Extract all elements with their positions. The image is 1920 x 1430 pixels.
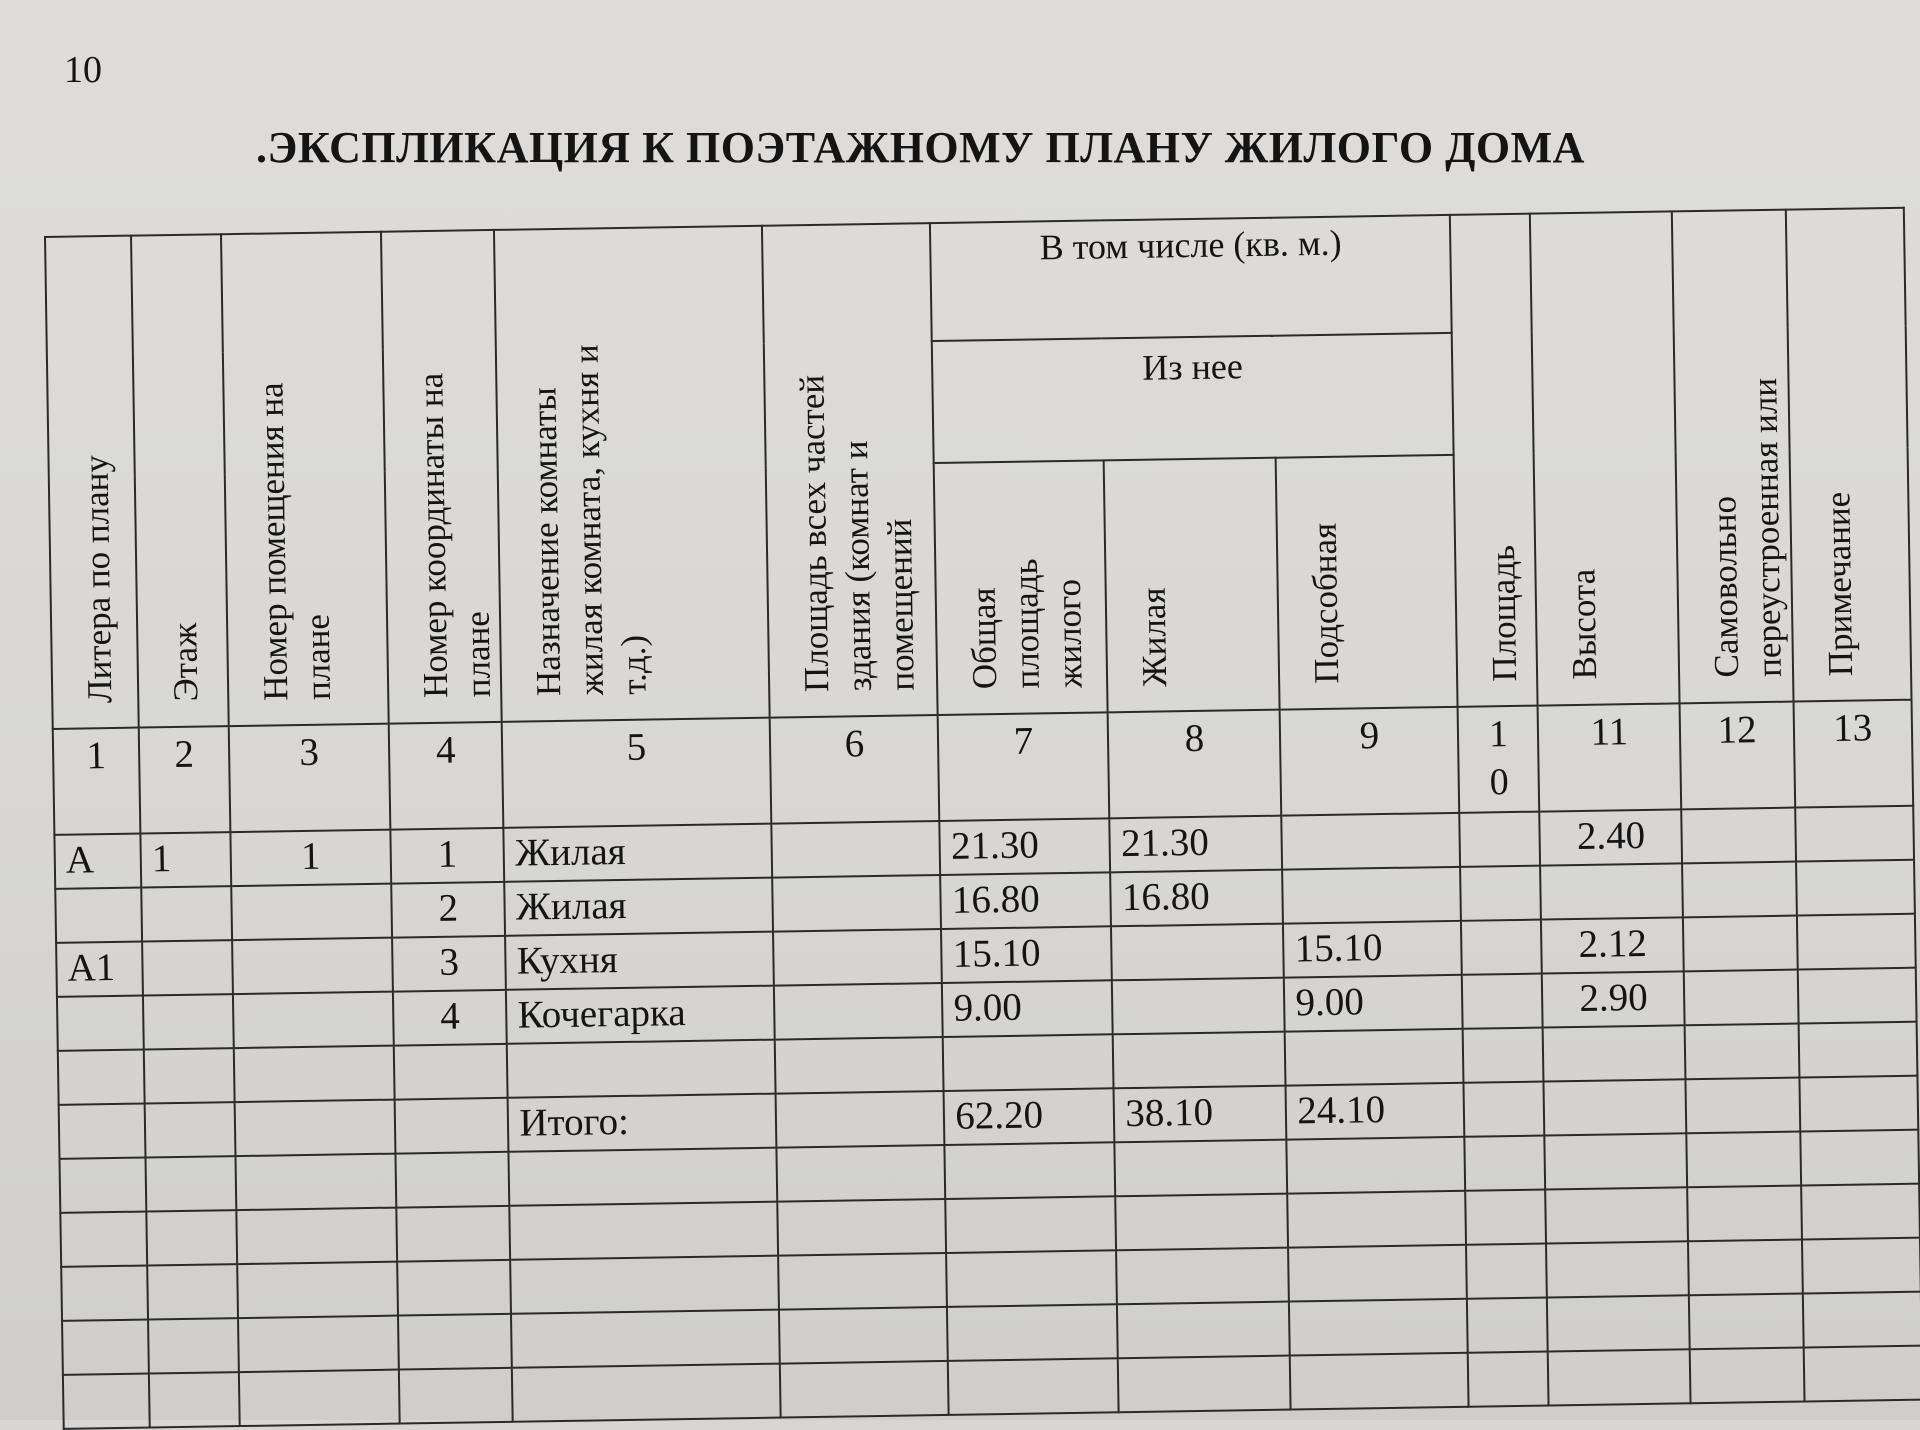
header-row-1 xyxy=(45,208,1905,355)
header-pomeshenie: Номер помещения на плане xyxy=(221,232,389,726)
cell-koordinata: 2 xyxy=(391,882,505,938)
cell-naznachenie: Жилая xyxy=(505,878,774,936)
header-samovolno: Самовольно переустроенная или xyxy=(1672,210,1793,704)
cell-vysota: 2.12 xyxy=(1541,917,1684,973)
total-zhilaya: 38.10 xyxy=(1114,1086,1287,1143)
page-number: 10 xyxy=(64,49,102,91)
header-naznachenie: Назначение комнаты жилая комната, кухня и т.д.) xyxy=(494,226,770,722)
cell-litera: А xyxy=(54,834,141,889)
column-number: 12 xyxy=(1680,702,1795,810)
column-number: 1 xyxy=(53,728,141,835)
cell-ploshad xyxy=(1461,920,1542,975)
header-ploshad-vseh: Площадь всех частей здания (комнат и помещений xyxy=(762,223,938,718)
header-zhilaya: Жилая xyxy=(1104,458,1280,713)
cell-primechanie xyxy=(1796,860,1915,916)
cell-primechanie xyxy=(1795,806,1914,862)
cell-podsobnaya: 15.10 xyxy=(1283,921,1462,978)
cell-ploshad-vseh xyxy=(772,821,941,878)
cell-pomeshenie xyxy=(232,938,393,995)
column-number: 5 xyxy=(502,718,772,828)
cell-podsobnaya xyxy=(1282,813,1461,870)
cell-litera xyxy=(57,996,144,1051)
header-group-v-tom-chisle: В том числе (кв. м.) xyxy=(930,215,1452,341)
cell-etazh xyxy=(143,994,234,1049)
header-obshaya: Общая площадь жилого xyxy=(934,460,1108,715)
cell-zhilaya: 16.80 xyxy=(1111,870,1284,927)
column-number: 8 xyxy=(1108,710,1282,819)
cell-podsobnaya: 9.00 xyxy=(1284,975,1463,1032)
header-litera: Литера по плану xyxy=(45,236,139,729)
header-subgroup-iz-nee: Из нее xyxy=(932,333,1454,463)
total-obshaya: 62.20 xyxy=(944,1088,1115,1145)
cell-pomeshenie xyxy=(231,884,392,941)
explication-table xyxy=(44,207,1920,1430)
header-podsobnaya: Подсобная xyxy=(1276,455,1458,710)
column-number: 9 xyxy=(1280,707,1460,816)
cell-ploshad-vseh xyxy=(773,929,942,986)
cell-obshaya: 15.10 xyxy=(941,926,1112,983)
cell-primechanie xyxy=(1797,914,1916,970)
cell-podsobnaya xyxy=(1282,867,1461,924)
cell-koordinata: 1 xyxy=(390,828,504,884)
header-vysota: Высота xyxy=(1530,211,1680,705)
cell-etazh xyxy=(142,940,233,995)
cell-zhilaya xyxy=(1111,924,1284,981)
cell-obshaya: 16.80 xyxy=(941,872,1112,929)
column-number: 13 xyxy=(1793,700,1913,808)
cell-obshaya: 21.30 xyxy=(940,818,1111,875)
column-number: 1 0 xyxy=(1458,706,1540,813)
cell-ploshad xyxy=(1460,866,1541,921)
cell-obshaya: 9.00 xyxy=(942,980,1113,1037)
cell-etazh: 1 xyxy=(140,832,231,887)
header-ploshad: Площадь xyxy=(1450,214,1538,707)
cell-ploshad xyxy=(1462,974,1543,1029)
header-primechanie: Примечание xyxy=(1786,208,1912,702)
total-podsobnaya: 24.10 xyxy=(1286,1083,1465,1140)
cell-naznachenie: Жилая xyxy=(504,824,773,882)
column-number: 4 xyxy=(389,722,504,830)
cell-samovolno xyxy=(1682,862,1796,918)
cell-naznachenie: Кочегарка xyxy=(506,986,775,1044)
cell-samovolno xyxy=(1684,970,1798,1026)
cell-pomeshenie: 1 xyxy=(230,830,391,887)
cell-ploshad xyxy=(1460,812,1541,867)
cell-koordinata: 4 xyxy=(393,990,507,1046)
cell-vysota: 2.90 xyxy=(1542,971,1685,1027)
cell-etazh xyxy=(141,886,232,941)
column-number: 3 xyxy=(229,724,391,833)
document-title: .ЭКСПЛИКАЦИЯ К ПОЭТАЖНОМУ ПЛАНУ ЖИЛОГО ДОМА xyxy=(256,123,1585,172)
cell-litera: А1 xyxy=(56,942,143,997)
cell-samovolno xyxy=(1682,808,1796,864)
cell-samovolno xyxy=(1683,916,1797,972)
cell-litera xyxy=(55,888,142,943)
cell-naznachenie: Кухня xyxy=(505,932,774,990)
column-number: 7 xyxy=(938,712,1110,821)
cell-zhilaya xyxy=(1112,978,1285,1035)
header-etazh: Этаж xyxy=(131,234,229,727)
cell-zhilaya: 21.30 xyxy=(1110,816,1283,873)
column-number: 11 xyxy=(1538,703,1682,811)
total-label: Итого: xyxy=(508,1094,777,1152)
header-koordinata: Номер координаты на плане xyxy=(381,230,502,724)
column-number: 6 xyxy=(770,715,940,824)
cell-vysota: 2.40 xyxy=(1540,809,1683,865)
cell-pomeshenie xyxy=(233,992,394,1049)
cell-koordinata: 3 xyxy=(392,936,506,992)
cell-primechanie xyxy=(1797,968,1916,1024)
cell-vysota xyxy=(1540,863,1683,919)
cell-ploshad-vseh xyxy=(773,875,942,932)
cell-ploshad-vseh xyxy=(774,983,943,1040)
column-number: 2 xyxy=(139,726,231,833)
